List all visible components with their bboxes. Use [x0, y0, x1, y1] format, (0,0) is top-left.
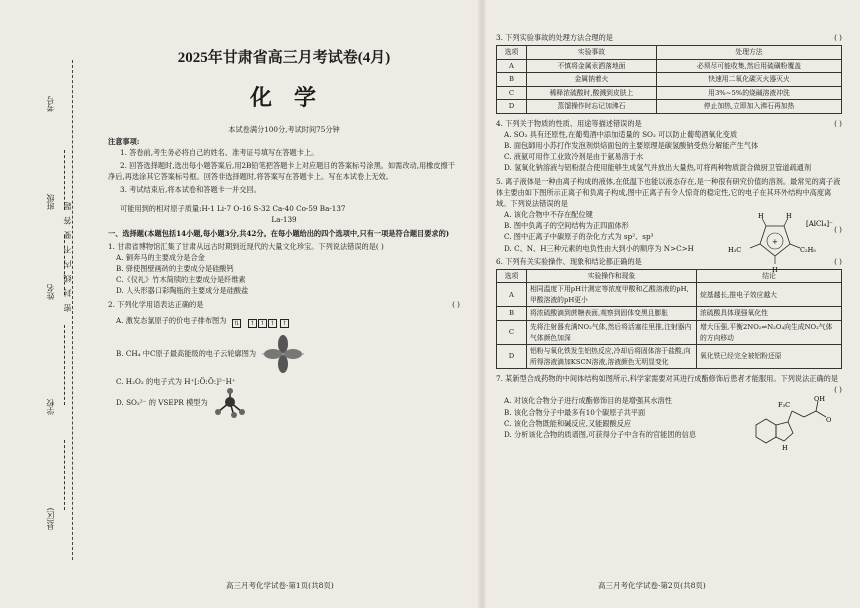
q2-stem: 2. 下列化学用语表达正确的是 [108, 299, 204, 309]
q7-paren: ( ) [834, 385, 842, 395]
exam-info: 本试卷满分100分,考试时间75分钟 [228, 125, 340, 135]
school-label: 学校 [46, 399, 55, 415]
q7-option-b: B. 该化合物分子中最多有10个碳原子共平面 [504, 407, 646, 417]
divider [64, 325, 65, 405]
q4-option-a: A. SO₂ 具有还原性,在葡萄酒中添加适量的 SO₂ 可以防止葡萄酒氧化变质 [504, 129, 738, 139]
table-row: A 相同温度下用pH计测定等浓度甲酸和乙酸溶液的pH,甲酸溶液的pH更小 烷基越长,推电子效应越大 [497, 283, 842, 307]
q1-option-b: B. 驿使图壁画砖的主要成分是硅酸钙 [116, 264, 234, 274]
q2-option-d: D. SO₃²⁻ 的 VSEPR 模型为 [108, 387, 460, 419]
table-header-row: 选项 实验操作和现象 结论 [497, 269, 842, 283]
question-1 [108, 241, 460, 297]
q1-stem: 1. 甘肃省博物馆汇集了甘肃从远古时期到近现代的大量文化珍宝。下列说法错误的是( ) [108, 241, 384, 251]
vsepr-model-figure [212, 388, 248, 418]
q4-option-d: D. 氢氧化钠溶液与铝粉混合使用能够生成氢气并放出大量热,可将两种物质混合做厨卫管道疏通剂 [504, 163, 812, 173]
notice-item: 1. 答卷前,考生务必将自己的姓名、准考证号填写在答题卡上。 [120, 147, 319, 157]
table-row: D 蒸馏操作时忘记加沸石 停止加热,立即加入沸石再加热 [497, 100, 842, 114]
table-row: D 铝粉与氧化铁发生铝热反应,冷却后将固体溶于盐酸,向所得溶液滴加KSCN溶液,溶液颜色无明显变化 氧化铁已经完全被铝粉还原 [497, 345, 842, 369]
table-row: B 将浓硫酸滴到蔗糖表面,观察到固体变黑且膨胀 浓硫酸具体现强氧化性 [497, 307, 842, 321]
orbital-diagram: ⇅ ↑ ↑ ↑ ↑ [234, 320, 287, 328]
left-footer: 高三月考化学试卷·第1页(共8页) [226, 581, 334, 590]
svg-text:+: + [772, 237, 778, 246]
svg-text:H: H [782, 444, 788, 453]
q2-paren: ( ) [452, 299, 460, 309]
svg-text:H: H [758, 211, 764, 220]
divider [64, 440, 65, 510]
exam-title: 2025年甘肃省高三月考试卷(4月) [177, 50, 391, 66]
indole-compound-structure [746, 395, 842, 453]
q3-table [496, 45, 842, 114]
svg-text:O: O [826, 416, 832, 425]
q5-option-d: D. C、N、H三种元素的电负性由大到小的顺序为 N>C>H [504, 243, 694, 253]
q1-option-c: C.《仪礼》竹木简牍的主要成分是纤维素 [116, 275, 246, 285]
notice-item: 3. 考试结束后,将本试卷和答题卡一并交回。 [120, 185, 261, 195]
atomic-masses-2: La-139 [271, 215, 297, 225]
q4-paren: ( ) [834, 118, 842, 128]
left-page [108, 45, 460, 419]
notice-heading: 注意事项: [108, 136, 140, 146]
table-row: A 不慎将金属汞洒落地面 必须尽可能收集,然后用硫磺粉覆盖 [497, 59, 842, 73]
exam-no-label: 考号 [46, 96, 55, 112]
imidazolium-structure [718, 212, 836, 276]
section-heading: 一、选择题(本题包括14小题,每小题3分,共42分。在每小题给出的四个选项中,只有一项是符合题目要求的) [108, 228, 450, 238]
question-7 [496, 373, 842, 453]
svg-text:H: H [786, 211, 792, 220]
q5-stem: 5. 离子液体是一种由离子构成的液体,在低温下也能以液态存在,是一种很有研究价值的溶剂。最常见的离子液体主要由如下图所示正离子和负离子构成,图中正离子有令人惊奇的稳定性,它的电子在其环外结构中高度离域。下列说法错误的是 [496, 176, 841, 208]
table-header-row: 选项 实验事故 处理方法 [497, 46, 842, 60]
q4-stem: 4. 下列关于物质的性质、用途等描述错误的是 [496, 118, 642, 128]
table-row: B 金属钠着火 快速用二氧化碳灭火器灭火 [497, 73, 842, 87]
subject-title: 化学 [249, 86, 338, 112]
q7-option-d: D. 分析该化合物的质谱图,可获得分子中含有的官能团的信息 [504, 429, 697, 439]
q6-paren: ( ) [834, 256, 842, 266]
q2-option-c: C. H₂O₂ 的电子式为 H⁺[:Ö:Ö:]²⁻H⁺ [116, 376, 236, 386]
q2-option-b: B. CH₄ 中C原子最高能级的电子云轮廓图为 [108, 332, 460, 376]
q7-option-c: C. 该化合物既能和碱反应,又能跟酸反应 [504, 418, 632, 428]
svg-text:F₃C: F₃C [778, 401, 791, 410]
q5-paren: ( ) [834, 224, 842, 234]
page-fold [478, 0, 486, 608]
atomic-masses: 可能用到的相对原子质量:H-1 Li-7 O-16 S-32 Ca-40 Co-59 Ba-137 [120, 204, 346, 214]
orbital-cloud-figure [260, 333, 306, 375]
county-label: 县(区) [46, 507, 55, 530]
q4-option-c: C. 液氨可用作工业致冷剂是由于氨易溶于水 [504, 152, 644, 162]
q5-option-a: A. 该化合物中不存在配位键 [504, 210, 593, 220]
q3-stem: 3. 下列实验事故的处理方法合理的是 [496, 33, 613, 42]
svg-text:[AlCl₄]⁻: [AlCl₄]⁻ [806, 219, 833, 228]
q1-option-a: A. 铜奔马的主要成分是合金 [116, 252, 205, 262]
binding-strip [20, 60, 80, 570]
q3-paren: ( ) [834, 33, 842, 42]
q7-stem: 7. 某新型合成药物的中间体结构如图所示,科学家需要对其进行成酯修饰后患者才能服用。下列说法正确的是 [496, 374, 839, 384]
name-label: 姓名 [46, 284, 55, 300]
svg-text:H: H [772, 265, 778, 274]
right-footer: 高三月考化学试卷·第2页(共8页) [598, 581, 706, 590]
table-row: C 先将注射器充满NO₂气体,然后将活塞往里推,注射器内气体颜色加深 增大压强,平衡2NO₂⇌N₂O₄向生成NO₂气体的方向移动 [497, 320, 842, 344]
q5-option-c: C. 图中正离子中碳原子的杂化方式为 sp²、sp³ [504, 232, 654, 242]
svg-text:H₃C: H₃C [728, 245, 742, 254]
table-row: C 稀释浓硫酸时,酸溅到皮肤上 用3%~5%的烧碱溶液冲洗 [497, 86, 842, 100]
question-3 [496, 32, 842, 114]
q5-option-b: B. 图中负离子的空间结构为正四面体形 [504, 221, 629, 231]
question-2 [108, 299, 460, 419]
notice-item: 2. 回答选择题时,选出每小题答案后,用2B铅笔把答题卡上对应题目的答案标号涂黑。如需改动,用橡皮擦干净后,再选涂其它答案标号框。回答非选择题时,将答案写在答题卡上。写在本试卷上无效。 [108, 160, 455, 181]
q7-option-a: A. 对该化合物分子进行成酯修饰目的是增强其水溶性 [504, 396, 672, 406]
q6-stem: 6. 下列有关实验操作、现象和结论都正确的是 [496, 256, 642, 266]
svg-text:OH: OH [814, 395, 825, 404]
svg-text:C₂H₅: C₂H₅ [800, 245, 816, 254]
seal-text: 密 封 线 内 不 要 答 题 [63, 200, 72, 312]
q1-option-d: D. 人头形器口彩陶瓶的主要成分是硅酸盐 [116, 286, 249, 296]
question-4 [496, 118, 842, 174]
right-page [496, 32, 842, 453]
q6-table [496, 269, 842, 369]
q2-option-a: A. 激发态氯原子的价电子排布图为 ⇅ ↑ ↑ ↑ ↑ [108, 310, 460, 332]
q4-option-b: B. 面包師用小苏打作发泡剂烘焙面包的主要原理是碳氢酸钠受热分解能产生气体 [504, 141, 759, 151]
class-label: 班级 [46, 194, 55, 210]
